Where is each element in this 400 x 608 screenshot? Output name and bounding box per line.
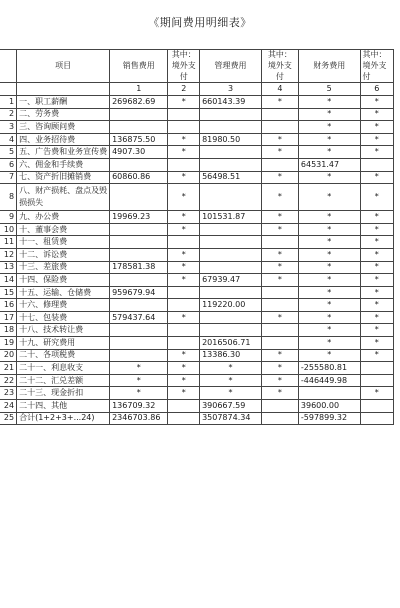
mgmt-cell: *	[200, 362, 262, 375]
row-number: 16	[0, 299, 17, 312]
table-row	[0, 387, 394, 400]
finance-overseas-cell: *	[360, 108, 393, 121]
row-number: 6	[0, 158, 17, 171]
mgmt-overseas-cell	[261, 236, 298, 249]
table-row	[0, 158, 394, 171]
sales-cell	[110, 274, 168, 287]
mgmt-overseas-cell: *	[261, 349, 298, 362]
sales-overseas-cell: *	[168, 171, 200, 184]
finance-cell: 39600.00	[298, 400, 360, 413]
item-cell: 十一、租赁费	[17, 236, 110, 249]
finance-cell: *	[298, 108, 360, 121]
finance-cell: *	[298, 211, 360, 224]
table-row	[0, 349, 394, 362]
item-cell: 十六、修理费	[17, 299, 110, 312]
sales-cell	[110, 299, 168, 312]
sales-overseas-cell: *	[168, 248, 200, 261]
table-row	[0, 184, 394, 211]
finance-cell: *	[298, 261, 360, 274]
item-cell: 十八、技术转让费	[17, 324, 110, 337]
row-number: 18	[0, 324, 17, 337]
sales-overseas-cell: *	[168, 184, 200, 211]
table-row	[0, 211, 394, 224]
mgmt-overseas-cell: *	[261, 387, 298, 400]
mgmt-overseas-cell	[261, 337, 298, 350]
mgmt-overseas-cell	[261, 412, 298, 425]
finance-cell: *	[298, 184, 360, 211]
column-number: 5	[298, 83, 360, 96]
finance-cell: -255580.81	[298, 362, 360, 375]
table-row	[0, 95, 394, 108]
mgmt-overseas-cell	[261, 324, 298, 337]
row-number: 15	[0, 286, 17, 299]
table-row	[0, 324, 394, 337]
item-cell: 十四、保险费	[17, 274, 110, 287]
finance-overseas-cell	[360, 158, 393, 171]
finance-cell: -446449.98	[298, 374, 360, 387]
table-row	[0, 261, 394, 274]
sales-overseas-cell: *	[168, 349, 200, 362]
sales-cell	[110, 223, 168, 236]
sales-cell	[110, 184, 168, 211]
mgmt-cell: 13386.30	[200, 349, 262, 362]
finance-cell: *	[298, 133, 360, 146]
finance-cell: *	[298, 95, 360, 108]
finance-overseas-cell: *	[360, 236, 393, 249]
finance-cell: 64531.47	[298, 158, 360, 171]
finance-overseas-cell: *	[360, 171, 393, 184]
item-cell: 二十一、利息收支	[17, 362, 110, 375]
item-cell: 十九、研究费用	[17, 337, 110, 350]
mgmt-cell: *	[200, 374, 262, 387]
sales-overseas-cell	[168, 412, 200, 425]
table-row	[0, 299, 394, 312]
mgmt-cell	[200, 121, 262, 134]
finance-overseas-cell: *	[360, 184, 393, 211]
sales-cell	[110, 108, 168, 121]
finance-overseas-cell: *	[360, 286, 393, 299]
mgmt-cell: 101531.87	[200, 211, 262, 224]
row-number: 4	[0, 133, 17, 146]
sales-cell: 136875.50	[110, 133, 168, 146]
mgmt-overseas-header: 其中：境外支付	[261, 50, 298, 83]
finance-cell: *	[298, 324, 360, 337]
sales-overseas-cell: *	[168, 133, 200, 146]
mgmt-cell: 119220.00	[200, 299, 262, 312]
sales-overseas-cell: *	[168, 362, 200, 375]
finance-overseas-cell	[360, 362, 393, 375]
row-number: 5	[0, 146, 17, 159]
row-number-header	[0, 50, 17, 83]
mgmt-overseas-cell: *	[261, 274, 298, 287]
finance-cell: *	[298, 171, 360, 184]
sales-cell: 959679.94	[110, 286, 168, 299]
sales-overseas-cell: *	[168, 261, 200, 274]
mgmt-cell	[200, 108, 262, 121]
mgmt-overseas-cell: *	[261, 374, 298, 387]
finance-overseas-cell: *	[360, 324, 393, 337]
table-row	[0, 223, 394, 236]
item-cell: 一、职工薪酬	[17, 95, 110, 108]
mgmt-overseas-cell: *	[261, 362, 298, 375]
sales-cell: *	[110, 362, 168, 375]
mgmt-cell	[200, 261, 262, 274]
row-number: 17	[0, 311, 17, 324]
row-number: 14	[0, 274, 17, 287]
mgmt-overseas-cell	[261, 121, 298, 134]
mgmt-overseas-cell	[261, 286, 298, 299]
finance-overseas-cell: *	[360, 211, 393, 224]
sales-cell: 269682.69	[110, 95, 168, 108]
finance-cell: *	[298, 349, 360, 362]
finance-overseas-cell: *	[360, 349, 393, 362]
item-cell: 二十三、现金折扣	[17, 387, 110, 400]
mgmt-cell: 56498.51	[200, 171, 262, 184]
item-cell: 五、广告费和业务宣传费	[17, 146, 110, 159]
sales-overseas-cell	[168, 286, 200, 299]
mgmt-overseas-cell: *	[261, 223, 298, 236]
finance-overseas-cell: *	[360, 274, 393, 287]
mgmt-cell	[200, 236, 262, 249]
row-number: 9	[0, 211, 17, 224]
row-number: 13	[0, 261, 17, 274]
mgmt-cell	[200, 286, 262, 299]
item-cell: 二十四、其他	[17, 400, 110, 413]
row-number: 19	[0, 337, 17, 350]
sales-overseas-cell: *	[168, 374, 200, 387]
mgmt-overseas-cell: *	[261, 95, 298, 108]
table-row	[0, 286, 394, 299]
mgmt-cell: 390667.59	[200, 400, 262, 413]
table-row	[0, 374, 394, 387]
sales-cell: 2346703.86	[110, 412, 168, 425]
header-row	[0, 50, 394, 83]
sales-overseas-cell: *	[168, 95, 200, 108]
sales-cell	[110, 349, 168, 362]
column-number-blank	[0, 83, 17, 96]
sales-cell	[110, 337, 168, 350]
table-row	[0, 171, 394, 184]
table-row	[0, 362, 394, 375]
mgmt-cell: *	[200, 387, 262, 400]
table-row	[0, 121, 394, 134]
sales-overseas-cell: *	[168, 311, 200, 324]
item-cell: 十三、差旅费	[17, 261, 110, 274]
sales-overseas-header: 其中：境外支付	[168, 50, 200, 83]
item-cell: 二十、各项税费	[17, 349, 110, 362]
sales-overseas-cell	[168, 400, 200, 413]
sales-cell	[110, 158, 168, 171]
sales-cell	[110, 324, 168, 337]
finance-cell: *	[298, 299, 360, 312]
mgmt-cell: 81980.50	[200, 133, 262, 146]
column-number-row	[0, 83, 394, 96]
finance-overseas-cell: *	[360, 311, 393, 324]
finance-cell: *	[298, 146, 360, 159]
finance-cell: *	[298, 311, 360, 324]
item-cell: 七、资产折旧摊销费	[17, 171, 110, 184]
sales-overseas-cell	[168, 299, 200, 312]
finance-overseas-cell: *	[360, 146, 393, 159]
column-number: 6	[360, 83, 393, 96]
mgmt-header: 管理费用	[200, 50, 262, 83]
row-number: 1	[0, 95, 17, 108]
mgmt-overseas-cell	[261, 400, 298, 413]
item-header: 项目	[17, 50, 110, 83]
item-cell: 六、佣金和手续费	[17, 158, 110, 171]
row-number: 11	[0, 236, 17, 249]
row-number: 8	[0, 184, 17, 211]
finance-cell: -597899.32	[298, 412, 360, 425]
expense-table	[0, 49, 394, 425]
mgmt-overseas-cell	[261, 158, 298, 171]
sales-overseas-cell	[168, 158, 200, 171]
sales-cell	[110, 248, 168, 261]
finance-cell: *	[298, 223, 360, 236]
sales-overseas-cell: *	[168, 223, 200, 236]
finance-overseas-cell	[360, 412, 393, 425]
item-cell: 十七、包装费	[17, 311, 110, 324]
sales-overseas-cell: *	[168, 211, 200, 224]
mgmt-overseas-cell: *	[261, 261, 298, 274]
row-number: 21	[0, 362, 17, 375]
mgmt-overseas-cell: *	[261, 171, 298, 184]
sales-cell: 579437.64	[110, 311, 168, 324]
finance-overseas-header: 其中：境外支付	[360, 50, 393, 83]
table-row	[0, 236, 394, 249]
mgmt-overseas-cell: *	[261, 146, 298, 159]
mgmt-cell: 3507874.34	[200, 412, 262, 425]
finance-overseas-cell: *	[360, 121, 393, 134]
table-row	[0, 311, 394, 324]
item-cell: 十、董事会费	[17, 223, 110, 236]
row-number: 20	[0, 349, 17, 362]
table-row	[0, 274, 394, 287]
item-cell: 合计(1+2+3+...24)	[17, 412, 110, 425]
mgmt-overseas-cell: *	[261, 133, 298, 146]
table-row	[0, 146, 394, 159]
mgmt-overseas-cell	[261, 299, 298, 312]
mgmt-cell: 660143.39	[200, 95, 262, 108]
item-cell: 八、财产损耗、盘点及毁损损失	[17, 184, 110, 211]
sales-cell: 60860.86	[110, 171, 168, 184]
mgmt-cell	[200, 158, 262, 171]
mgmt-cell	[200, 324, 262, 337]
row-number: 24	[0, 400, 17, 413]
row-number: 23	[0, 387, 17, 400]
mgmt-cell	[200, 146, 262, 159]
sales-cell: *	[110, 374, 168, 387]
finance-cell: *	[298, 236, 360, 249]
mgmt-cell: 2016506.71	[200, 337, 262, 350]
sales-header: 销售费用	[110, 50, 168, 83]
mgmt-overseas-cell: *	[261, 311, 298, 324]
table-row	[0, 337, 394, 350]
item-cell: 四、业务招待费	[17, 133, 110, 146]
row-number: 25	[0, 412, 17, 425]
table-row	[0, 133, 394, 146]
finance-overseas-cell: *	[360, 223, 393, 236]
table-row	[0, 248, 394, 261]
sales-cell: *	[110, 387, 168, 400]
mgmt-cell	[200, 223, 262, 236]
finance-header: 财务费用	[298, 50, 360, 83]
item-cell: 九、办公费	[17, 211, 110, 224]
finance-cell: *	[298, 337, 360, 350]
finance-overseas-cell: *	[360, 95, 393, 108]
document-title: 《期间费用明细表》	[148, 16, 252, 29]
item-cell: 十五、运输、仓储费	[17, 286, 110, 299]
sales-overseas-cell: *	[168, 274, 200, 287]
mgmt-overseas-cell: *	[261, 184, 298, 211]
mgmt-cell	[200, 184, 262, 211]
finance-overseas-cell: *	[360, 387, 393, 400]
table-row	[0, 412, 394, 425]
column-number: 4	[261, 83, 298, 96]
finance-cell: *	[298, 286, 360, 299]
finance-overseas-cell: *	[360, 299, 393, 312]
finance-overseas-cell: *	[360, 261, 393, 274]
item-cell: 二十二、汇兑差额	[17, 374, 110, 387]
sales-overseas-cell	[168, 337, 200, 350]
row-number: 10	[0, 223, 17, 236]
mgmt-cell	[200, 311, 262, 324]
row-number: 7	[0, 171, 17, 184]
sales-cell	[110, 236, 168, 249]
mgmt-overseas-cell: *	[261, 248, 298, 261]
finance-cell: *	[298, 248, 360, 261]
column-number-blank	[17, 83, 110, 96]
sales-overseas-cell: *	[168, 146, 200, 159]
item-cell: 三、咨询顾问费	[17, 121, 110, 134]
table-row	[0, 108, 394, 121]
finance-overseas-cell: *	[360, 337, 393, 350]
row-number: 12	[0, 248, 17, 261]
row-number: 2	[0, 108, 17, 121]
row-number: 3	[0, 121, 17, 134]
mgmt-cell	[200, 248, 262, 261]
mgmt-overseas-cell	[261, 108, 298, 121]
sales-overseas-cell: *	[168, 387, 200, 400]
sales-cell: 19969.23	[110, 211, 168, 224]
sales-overseas-cell	[168, 324, 200, 337]
sales-cell	[110, 121, 168, 134]
sales-overseas-cell	[168, 121, 200, 134]
column-number: 2	[168, 83, 200, 96]
sales-overseas-cell	[168, 108, 200, 121]
sales-cell: 136709.32	[110, 400, 168, 413]
finance-cell	[298, 387, 360, 400]
item-cell: 十二、诉讼费	[17, 248, 110, 261]
finance-overseas-cell: *	[360, 248, 393, 261]
column-number: 1	[110, 83, 168, 96]
sales-cell: 4907.30	[110, 146, 168, 159]
finance-overseas-cell	[360, 400, 393, 413]
finance-overseas-cell: *	[360, 133, 393, 146]
sales-cell: 178581.38	[110, 261, 168, 274]
finance-cell: *	[298, 274, 360, 287]
column-number: 3	[200, 83, 262, 96]
row-number: 22	[0, 374, 17, 387]
finance-cell: *	[298, 121, 360, 134]
mgmt-overseas-cell: *	[261, 211, 298, 224]
table-row	[0, 400, 394, 413]
sales-overseas-cell	[168, 236, 200, 249]
mgmt-cell: 67939.47	[200, 274, 262, 287]
item-cell: 二、劳务费	[17, 108, 110, 121]
finance-overseas-cell	[360, 374, 393, 387]
